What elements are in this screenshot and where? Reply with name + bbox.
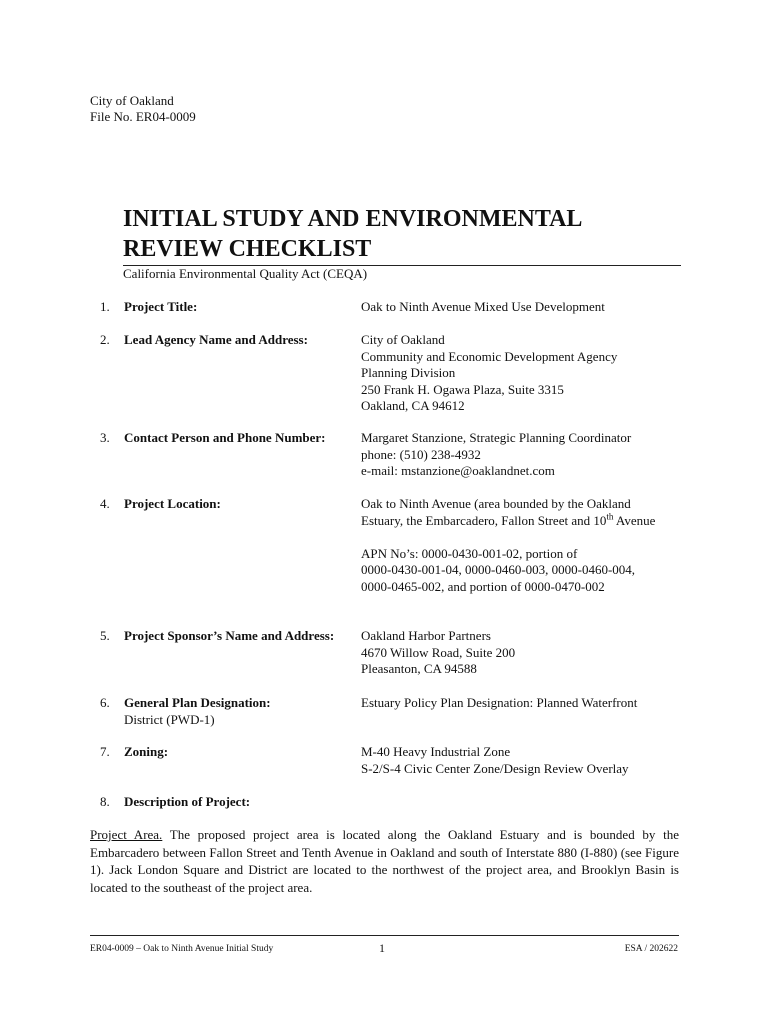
- document-subtitle: California Environmental Quality Act (CEQA): [123, 266, 368, 281]
- item-label: Project Title:: [124, 299, 198, 314]
- item-value: Estuary Policy Plan Designation: Planned Waterfront: [361, 695, 638, 710]
- item-value: M-40 Heavy Industrial Zone S-2/S-4 Civic Center Zone/Design Review Overlay: [361, 744, 629, 776]
- item-number: 1.: [100, 299, 110, 314]
- project-area-paragraph: [90, 826, 679, 896]
- item-label: Lead Agency Name and Address:: [124, 332, 308, 347]
- item-number: 6.: [100, 695, 110, 710]
- title-line-2: REVIEW CHECKLIST: [123, 236, 372, 262]
- footer-rule: [90, 935, 679, 936]
- item-number: 3.: [100, 430, 110, 445]
- item-label: Zoning:: [124, 744, 169, 759]
- item-number: 7.: [100, 744, 110, 759]
- item-label: General Plan Designation:: [124, 695, 271, 710]
- item-label: Project Location:: [124, 496, 221, 511]
- item-value: Oak to Ninth Avenue Mixed Use Development: [361, 299, 605, 314]
- item-value: Oakland Harbor Partners 4670 Willow Road, Suite 200 Pleasanton, CA 94588: [361, 628, 516, 676]
- paragraph-lead: Project Area.: [90, 827, 163, 842]
- header-file-number: File No. ER04-0009: [90, 109, 196, 124]
- item-number: 2.: [100, 332, 110, 347]
- paragraph-text: The proposed project area is located along the Oakland Estuary and is bounded by the Embarcadero between Fallon Street and Tenth Avenue in Oakland and south of Interstate 880 (I-880) (see Figure 1). Jack London Square and District are located to the northwest of the project area, and Brooklyn Basin is located to the southeast of the project area.: [90, 827, 679, 895]
- footer-project-code: ESA / 202622: [624, 944, 678, 954]
- item-number: 8.: [100, 794, 110, 809]
- item-label-continuation: District (PWD-1): [124, 711, 215, 727]
- page-number: 1: [379, 941, 385, 955]
- title-line-1: INITIAL STUDY AND ENVIRONMENTAL: [123, 206, 583, 232]
- item-label: Description of Project:: [124, 794, 251, 809]
- header-city: City of Oakland: [90, 93, 174, 108]
- item-value: Margaret Stanzione, Strategic Planning Coordinator phone: (510) 238-4932 e-mail: mstanzione@oaklandnet.com: [361, 430, 632, 478]
- item-value: Oak to Ninth Avenue (area bounded by the Oakland Estuary, the Embarcadero, Fallon Street and 10th Avenue APN No’s: 0000-0430-001-02, portion of 0000-0430-001-04, 0000-0460-003, 0000-0460-004, 0000-0465-002, and portion of 0000-0470-002: [361, 496, 656, 594]
- item-value: City of Oakland Community and Economic Development Agency Planning Division 250 Frank H. Ogawa Plaza, Suite 3315 Oakland, CA 94612: [361, 332, 618, 413]
- document-title: [123, 204, 643, 264]
- footer-document-id: ER04-0009 – Oak to Ninth Avenue Initial Study: [90, 944, 274, 954]
- item-number: 5.: [100, 628, 110, 643]
- item-label: Project Sponsor’s Name and Address:: [124, 628, 335, 643]
- document-header: [90, 93, 196, 125]
- item-number: 4.: [100, 496, 110, 511]
- item-label: Contact Person and Phone Number:: [124, 430, 326, 445]
